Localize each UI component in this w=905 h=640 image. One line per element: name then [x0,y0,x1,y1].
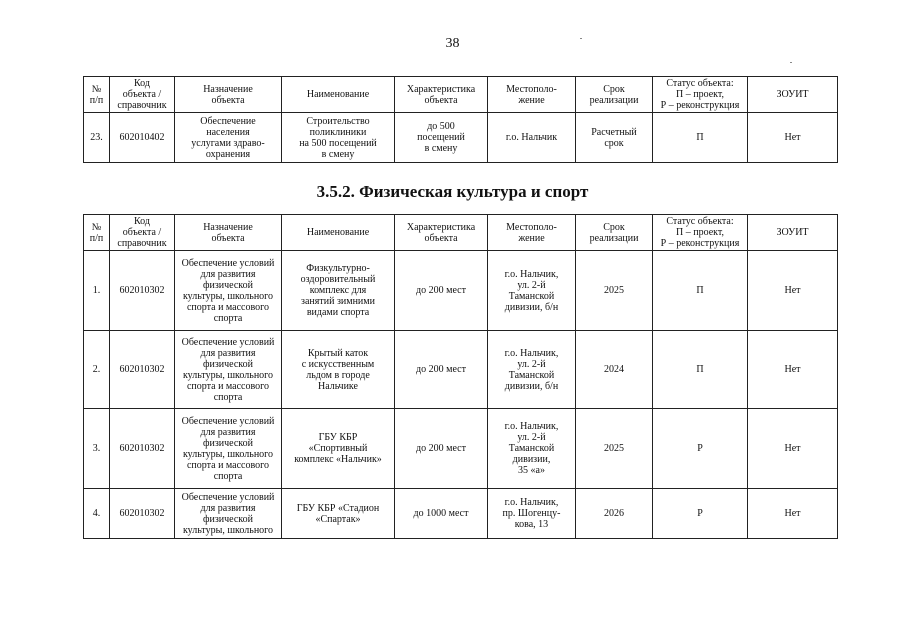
cell-purpose: Обеспечение условий для развития физической культуры, школьного спорта и массового спорта [175,251,282,331]
cell-characteristic: до 1000 мест [395,489,488,539]
cell-zouit: Нет [748,409,838,489]
sport-objects-table [83,214,838,539]
cell-code: 602010402 [110,113,175,163]
cell-term: 2024 [576,331,653,409]
table-header-row [84,215,838,251]
cell-num: 1. [84,251,110,331]
header-location: Местополо- жение [488,77,576,113]
table-header-row [84,77,838,113]
cell-code: 602010302 [110,331,175,409]
cell-name: Строительство поликлиники на 500 посещений в смену [282,113,395,163]
header-term: Срок реализации [576,215,653,251]
cell-location: г.о. Нальчик, ул. 2-й Таманской дивизии, б/н [488,251,576,331]
cell-characteristic: до 200 мест [395,251,488,331]
section-heading: 3.5.2. Физическая культура и спорт [316,182,589,201]
table-row [84,251,838,331]
header-term: Срок реализации [576,77,653,113]
cell-num: 23. [84,113,110,163]
cell-term: 2025 [576,251,653,331]
header-status: Статус объекта: П – проект, Р – реконструкция [653,215,748,251]
header-status: Статус объекта: П – проект, Р – реконструкция [653,77,748,113]
cell-characteristic: до 500 посещений в смену [395,113,488,163]
cell-zouit: Нет [748,331,838,409]
cell-status: Р [653,409,748,489]
cell-status: Р [653,489,748,539]
cell-num: 2. [84,331,110,409]
cell-characteristic: до 200 мест [395,331,488,409]
cell-code: 602010302 [110,251,175,331]
cell-status: П [653,331,748,409]
cell-location: г.о. Нальчик, ул. 2-й Таманской дивизии, 35 «а» [488,409,576,489]
cell-code: 602010302 [110,489,175,539]
header-characteristic: Характеристика объекта [395,77,488,113]
header-zouit: ЗОУИТ [748,215,838,251]
cell-purpose: Обеспечение условий для развития физической культуры, школьного [175,489,282,539]
cell-status: П [653,251,748,331]
cell-purpose: Обеспечение условий для развития физической культуры, школьного спорта и массового спорта [175,409,282,489]
cell-name: ГБУ КБР «Стадион «Спартак» [282,489,395,539]
header-num: № п/п [84,215,110,251]
cell-term: 2026 [576,489,653,539]
header-num: № п/п [84,77,110,113]
cell-num: 3. [84,409,110,489]
header-location: Местополо- жение [488,215,576,251]
header-purpose: Назначение объекта [175,215,282,251]
table-row [84,331,838,409]
cell-num: 4. [84,489,110,539]
cell-status: П [653,113,748,163]
cell-name: ГБУ КБР «Спортивный комплекс «Нальчик» [282,409,395,489]
cell-location: г.о. Нальчик [488,113,576,163]
cell-zouit: Нет [748,251,838,331]
health-objects-table [83,76,838,163]
cell-zouit: Нет [748,113,838,163]
header-zouit: ЗОУИТ [748,77,838,113]
cell-characteristic: до 200 мест [395,409,488,489]
cell-location: г.о. Нальчик, пр. Шогенцу- кова, 13 [488,489,576,539]
cell-location: г.о. Нальчик, ул. 2-й Таманской дивизии, б/н [488,331,576,409]
cell-term: Расчетный срок [576,113,653,163]
header-name: Наименование [282,77,395,113]
cell-zouit: Нет [748,489,838,539]
table-row [84,409,838,489]
cell-purpose: Обеспечение населения услугами здраво- охранения [175,113,282,163]
header-purpose: Назначение объекта [175,77,282,113]
header-code: Код объекта / справочник [110,215,175,251]
cell-purpose: Обеспечение условий для развития физической культуры, школьного спорта и массового спорта [175,331,282,409]
table-row [84,113,838,163]
table-row [84,489,838,539]
cell-name: Крытый каток с искусственным льдом в городе Нальчике [282,331,395,409]
page-number: 38 [445,36,460,51]
header-name: Наименование [282,215,395,251]
cell-code: 602010302 [110,409,175,489]
scan-speck [580,38,582,39]
cell-term: 2025 [576,409,653,489]
cell-name: Физкультурно- оздоровительный комплекс для занятий зимними видами спорта [282,251,395,331]
header-code: Код объекта / справочник [110,77,175,113]
scan-speck [790,62,792,63]
header-characteristic: Характеристика объекта [395,215,488,251]
